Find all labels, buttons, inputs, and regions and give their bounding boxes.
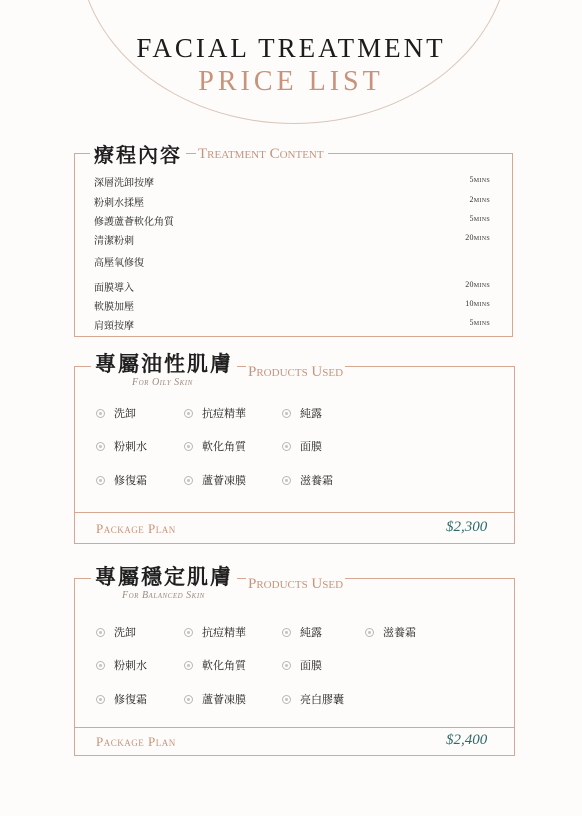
product-label: 抗痘精華 — [202, 626, 246, 639]
product-label: 蘆薈凍膜 — [202, 693, 246, 706]
treatment-name: 軟膜加壓 — [94, 302, 134, 313]
product-label: 粉刺水 — [114, 440, 147, 453]
product-item — [282, 624, 322, 640]
bullet-icon — [282, 628, 291, 637]
oily-package-label: Package Plan — [96, 521, 176, 536]
product-item — [282, 438, 322, 454]
balanced-heading: 專屬穩定肌膚 — [91, 561, 237, 591]
oily-heading: 專屬油性肌膚 — [91, 348, 237, 378]
product-label: 粉刺水 — [114, 659, 147, 672]
product-item — [96, 438, 147, 454]
page-title: FACIAL TREATMENT — [136, 33, 446, 63]
product-item — [282, 472, 333, 488]
bullet-icon — [282, 409, 291, 418]
product-label: 修復霜 — [114, 474, 147, 487]
treatment-name: 清潔粉刺 — [94, 236, 134, 247]
product-item — [184, 405, 246, 421]
treatment-heading-en: Treatment Content — [196, 146, 328, 163]
page-subtitle: PRICE LIST — [198, 66, 384, 97]
product-label: 純露 — [300, 407, 322, 420]
treatment-time: 10mins — [465, 299, 490, 308]
balanced-products-label: Products Used — [248, 576, 344, 592]
divider — [74, 727, 514, 728]
product-label: 面膜 — [300, 440, 322, 453]
bullet-icon — [96, 628, 105, 637]
oily-box — [74, 366, 515, 544]
product-item — [184, 472, 246, 488]
bullet-icon — [282, 661, 291, 670]
bullet-icon — [365, 628, 374, 637]
bullet-icon — [96, 476, 105, 485]
bullet-icon — [282, 442, 291, 451]
treatment-time: 5mins — [469, 318, 490, 327]
treatment-name: 粉刺水揉壓 — [94, 198, 144, 209]
product-item — [184, 657, 246, 673]
product-label: 滋養霜 — [300, 474, 333, 487]
treatment-name: 高壓氧修復 — [94, 258, 144, 269]
product-label: 軟化角質 — [202, 440, 246, 453]
oily-price: $2,300 — [446, 519, 488, 535]
product-label: 蘆薈凍膜 — [202, 474, 246, 487]
balanced-price: $2,400 — [446, 732, 488, 748]
product-label: 洗卸 — [114, 626, 136, 639]
product-item — [184, 624, 246, 640]
product-label: 滋養霜 — [383, 626, 416, 639]
product-item — [96, 657, 147, 673]
treatment-time: 2mins — [469, 195, 490, 204]
treatment-name: 修護蘆薈軟化角質 — [94, 217, 174, 228]
product-item — [96, 472, 147, 488]
treatment-time: 5mins — [469, 214, 490, 223]
oily-subheading: For Oily Skin — [132, 377, 193, 388]
product-label: 軟化角質 — [202, 659, 246, 672]
treatment-time: 20mins — [465, 280, 490, 289]
product-item — [96, 624, 136, 640]
bullet-icon — [96, 442, 105, 451]
bullet-icon — [96, 661, 105, 670]
treatment-time: 20mins — [465, 233, 490, 242]
product-item — [282, 691, 344, 707]
balanced-package-label: Package Plan — [96, 734, 176, 749]
product-item — [96, 691, 147, 707]
product-label: 亮白膠囊 — [300, 693, 344, 706]
bullet-icon — [184, 409, 193, 418]
product-label: 修復霜 — [114, 693, 147, 706]
product-item — [184, 438, 246, 454]
treatment-name: 深層洗卸按摩 — [94, 178, 154, 189]
product-item — [282, 657, 322, 673]
treatment-name: 肩頸按摩 — [94, 321, 134, 332]
divider — [74, 512, 514, 513]
oily-products-label: Products Used — [248, 364, 344, 380]
bullet-icon — [184, 476, 193, 485]
bullet-icon — [184, 628, 193, 637]
bullet-icon — [282, 695, 291, 704]
bullet-icon — [184, 442, 193, 451]
product-label: 抗痘精華 — [202, 407, 246, 420]
product-item — [365, 624, 416, 640]
treatment-name: 面膜導入 — [94, 283, 134, 294]
bullet-icon — [96, 695, 105, 704]
product-label: 面膜 — [300, 659, 322, 672]
bullet-icon — [184, 695, 193, 704]
product-item — [96, 405, 136, 421]
product-item — [184, 691, 246, 707]
product-label: 純露 — [300, 626, 322, 639]
product-item — [282, 405, 322, 421]
bullet-icon — [184, 661, 193, 670]
balanced-subheading: For Balanced Skin — [122, 590, 205, 601]
product-label: 洗卸 — [114, 407, 136, 420]
bullet-icon — [282, 476, 291, 485]
treatment-heading: 療程內容 — [90, 139, 186, 168]
bullet-icon — [96, 409, 105, 418]
treatment-time: 5mins — [469, 175, 490, 184]
